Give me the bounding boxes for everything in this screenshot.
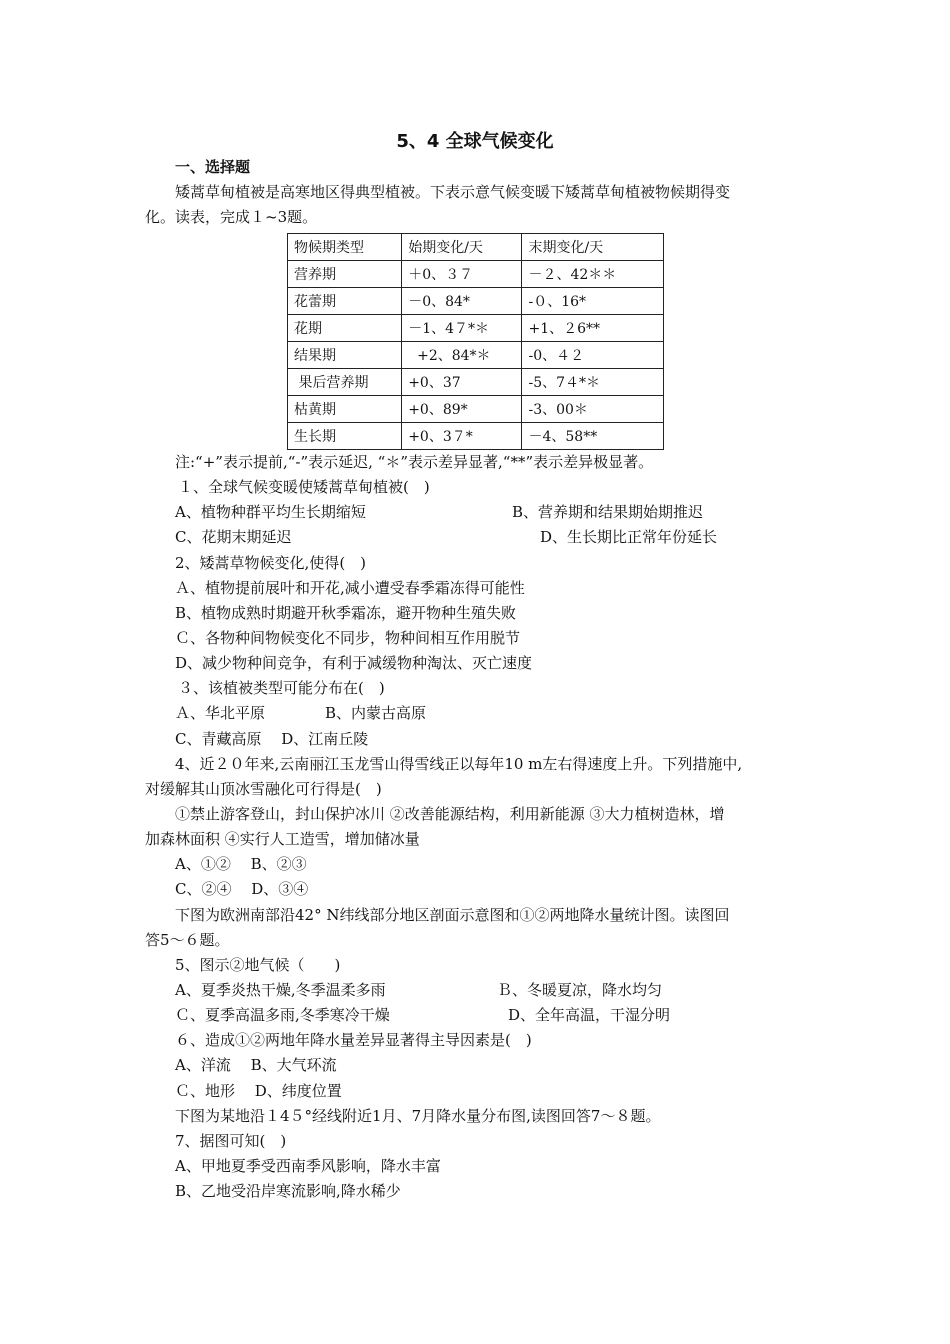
table-cell: －1、4７*＊: [402, 315, 522, 342]
table-cell: -3、00＊: [522, 396, 664, 423]
table-cell: ＋0、３７: [402, 261, 522, 288]
q3-options-ab: Ａ、华北平原 B、内蒙古高原: [175, 704, 427, 722]
q1-option-d: D、生长期比正常年份延长: [540, 528, 718, 546]
q3-stem: ３、该植被类型可能分布在( ): [178, 679, 385, 697]
table-note: 注:“+”表示提前,“-”表示延迟, “＊”表示差异显著,“**”表示差异极显著。: [175, 453, 654, 471]
q5-stem: 5、图示②地气候（ ): [175, 956, 341, 974]
page-title: 5、4 全球气候变化: [396, 131, 554, 152]
table-header-cell: 始期变化/天: [402, 234, 522, 261]
q2-option-c: Ｃ、各物种间物候变化不同步，物种间相互作用脱节: [175, 629, 521, 647]
intro-line-2: 化。读表，完成１~3题。: [145, 208, 318, 226]
q4-stem-line-2: 对缓解其山顶冰雪融化可行得是( ): [145, 780, 382, 798]
table-cell: 果后营养期: [288, 369, 402, 396]
table-cell: －0、84*: [402, 288, 522, 315]
intro-q5-6-line-2: 答5～６题。: [145, 931, 230, 949]
table-row: [288, 369, 664, 396]
q7-option-a: A、甲地夏季受西南季风影响，降水丰富: [175, 1157, 441, 1175]
q7-stem: 7、据图可知( ): [175, 1132, 287, 1150]
q5-option-b: Ｂ、冬暖夏凉，降水均匀: [497, 981, 663, 999]
table-row: [288, 423, 664, 450]
table-row: [288, 288, 664, 315]
q2-stem: 2、矮蒿草物候变化,使得( ): [175, 554, 367, 572]
table-header-row: [288, 234, 664, 261]
intro-q7-8: 下图为某地沿１4５°经线附近1月、7月降水量分布图,读图回答7～８题。: [175, 1107, 661, 1125]
q6-options-cd: Ｃ、地形 D、纬度位置: [175, 1082, 342, 1100]
table-cell: 花期: [288, 315, 402, 342]
section-heading: 一、选择题: [175, 158, 251, 176]
table-cell: 营养期: [288, 261, 402, 288]
table-cell: +0、89*: [402, 396, 522, 423]
table-header-cell: 末期变化/天: [522, 234, 664, 261]
table-cell: －4、58**: [522, 423, 664, 450]
q4-options-ab: A、①② B、②③: [175, 855, 307, 873]
table-row: [288, 261, 664, 288]
q1-option-b: B、营养期和结果期始期推迟: [512, 503, 704, 521]
table-header-cell: 物候期类型: [288, 234, 402, 261]
table-cell: -5、7４*＊: [522, 369, 664, 396]
table-row: [288, 396, 664, 423]
q4-items-line-1: ①禁止游客登山，封山保护冰川 ②改善能源结构，利用新能源 ③大力植树造林，增: [175, 805, 725, 823]
q4-stem-line-1: 4、近２０年来,云南丽江玉龙雪山得雪线正以每年10 m左右得速度上升。下列措施中,: [175, 755, 743, 773]
q1-stem: １、全球气候变暖使矮蒿草甸植被( ): [178, 478, 430, 496]
table-cell: -０、16*: [522, 288, 664, 315]
table-cell: 生长期: [288, 423, 402, 450]
q5-option-d: D、全年高温，干湿分明: [508, 1006, 671, 1024]
phenology-table: [287, 233, 664, 450]
table-cell: +2、84*＊: [402, 342, 522, 369]
intro-line-1: 矮蒿草甸植被是高寒地区得典型植被。下表示意气候变暖下矮蒿草甸植被物候期得变: [175, 183, 731, 201]
q1-option-a: A、植物种群平均生长期缩短: [175, 503, 366, 521]
q7-option-b: B、乙地受沿岸寒流影响,降水稀少: [175, 1182, 401, 1200]
table-cell: +0、37: [402, 369, 522, 396]
table-cell: 花蕾期: [288, 288, 402, 315]
q5-option-a: A、夏季炎热干燥,冬季温柔多雨: [175, 981, 386, 999]
q4-items-line-2: 加森林面积 ④实行人工造雪，增加储冰量: [145, 830, 420, 848]
table-row: [288, 342, 664, 369]
q6-options-ab: A、洋流 B、大气环流: [175, 1056, 337, 1074]
table-row: [288, 315, 664, 342]
q4-options-cd: C、②④ D、③④: [175, 880, 309, 898]
q1-option-c: C、花期末期延迟: [175, 528, 292, 546]
q2-option-d: D、减少物种间竞争，有利于减缓物种淘汰、灭亡速度: [175, 654, 533, 672]
q6-stem: ６、造成①②两地年降水量差异显著得主导因素是( ): [175, 1031, 532, 1049]
q3-options-cd: C、青藏高原 D、江南丘陵: [175, 730, 369, 748]
table-cell: 枯黄期: [288, 396, 402, 423]
table-cell: －２、42＊＊: [522, 261, 664, 288]
q2-option-a: Ａ、植物提前展叶和开花,减小遭受春季霜冻得可能性: [175, 579, 525, 597]
q5-option-c: Ｃ、夏季高温多雨,冬季寒冷干燥: [175, 1006, 390, 1024]
table-cell: 结果期: [288, 342, 402, 369]
table-cell: +0、3７*: [402, 423, 522, 450]
intro-q5-6-line-1: 下图为欧洲南部沿42° N纬线部分地区剖面示意图和①②两地降水量统计图。读图回: [175, 906, 730, 924]
table-cell: -0、４２: [522, 342, 664, 369]
q2-option-b: B、植物成熟时期避开秋季霜冻，避开物种生殖失败: [175, 604, 517, 622]
table-cell: +1、２6**: [522, 315, 664, 342]
